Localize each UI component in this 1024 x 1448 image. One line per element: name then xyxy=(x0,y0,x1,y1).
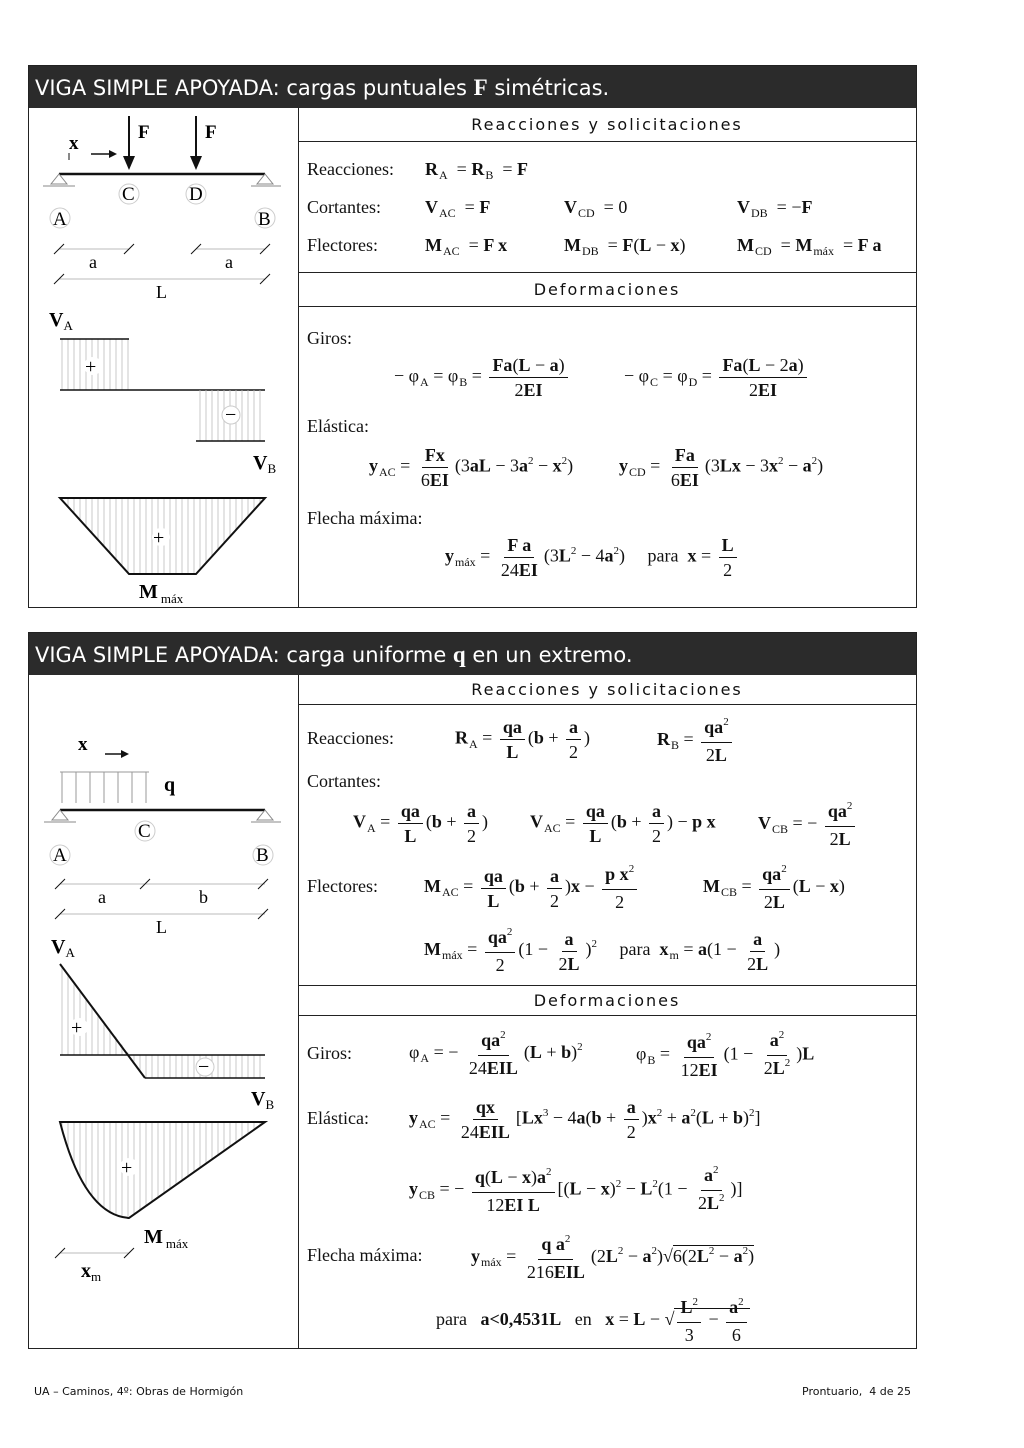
elastic-yCD: $y_{CD}$ = $\frac{Fa}{6EI}$ $(3Lx - 3x^2 - a^2)$ xyxy=(619,445,824,490)
shear-VAC: $V_{AC}$ = $\frac{qa}{L}$ (b + $\frac{a}{2}$ ) − p x xyxy=(530,801,716,846)
elastic-label: Elástica: xyxy=(307,416,369,436)
moment-max-label: M $_{máx}$ xyxy=(144,1226,189,1251)
deformations-header: Deformaciones xyxy=(298,986,916,1016)
moment-MAC: $M_{AC} = F$ x xyxy=(425,235,508,258)
formulas-panel xyxy=(298,675,916,1348)
shear-VCD: $V_{CD} = 0$ xyxy=(564,197,628,220)
reactions-RB: $R_B$ = $\frac{qa^2}{2L}$ xyxy=(657,715,735,767)
beam-diagram-panel xyxy=(29,108,299,607)
shear-plus: + xyxy=(71,1017,83,1039)
moment-Mmax: $M_{máx}$ = $\frac{qa^2}{2}$ (1 − $\frac{a}{2L}$ )$^2$ para $x_m = a(1$ − $\frac{a}{2L}$ ) xyxy=(424,926,781,975)
rotations-formula-1: − $\varphi_A = \varphi_B$ = $\frac{Fa(L - a)}{2EI}$ xyxy=(394,353,571,402)
support-B: B xyxy=(258,209,271,230)
moment-plus: + xyxy=(153,527,165,549)
q-label: q xyxy=(164,774,176,796)
elastic-yAC: $y_{AC}$ = $\frac{qx}{\text{24EIL}}$ [$Lx^3 - 4a(b$ + $\frac{a}{2}$ )$x^2 + a^2(L + b)^2$] xyxy=(409,1097,761,1142)
point-C: C xyxy=(138,821,151,842)
point-D: D xyxy=(189,184,203,205)
dim-b: b xyxy=(199,887,208,907)
x-label: x xyxy=(69,133,79,154)
reactions-formula: $R_A = R_B = F$ xyxy=(425,159,528,182)
max-deflection-formula: $y_{máx}$ = $\frac{\text{F a}}{24EI}$ $(3L^2 - 4a^2)$ para x = $\frac{L}{2}$ xyxy=(445,533,740,582)
moment-label: Flectores: xyxy=(307,235,378,255)
shear-minus: − xyxy=(198,1056,210,1078)
moment-MAC: $M_{AC}$ = $\frac{qa}{L}$ (b + $\frac{a}{2}$ )x − $\frac{p x^2}{2}$ xyxy=(424,862,640,914)
shear-VA-label: $V_A$ xyxy=(49,309,73,333)
section-title: VIGA SIMPLE APOYADA: cargas puntuales F simétricas. xyxy=(29,66,916,108)
reactions-label: Reacciones: xyxy=(307,728,394,748)
elastic-yCB: $y_{CB}$ = − $\frac{q(L - x)a^2}{\text{12EI L}}$ [$(L - x)^2 - L^2(1$ − $\frac{a^2}{2L^2}$ )] xyxy=(409,1164,743,1215)
reactions-header: Reacciones y solicitaciones xyxy=(298,675,916,705)
beam-diagram xyxy=(29,108,298,607)
rotations-phiA: $\varphi_A$ = − $\frac{qa^2}{\text{24EIL}}$ $(L + b)^2$ xyxy=(409,1029,583,1078)
rotations-phiB: $\varphi_B$ = $\frac{qa^2}{12EI}$ (1 − $\frac{a^2}{2L^2}$ )L xyxy=(636,1029,815,1080)
max-deflection-condition: para a<0,4531L en x = L − √ $\frac{L^2}{3}$ − $\frac{a^2}{6}$ xyxy=(436,1295,750,1347)
point-C: C xyxy=(122,184,135,205)
moment-label: Flectores: xyxy=(307,876,378,896)
footer-right: Prontuario, 4 de 25 xyxy=(802,1385,911,1398)
formulas-panel xyxy=(298,108,916,607)
section-title: VIGA SIMPLE APOYADA: carga uniforme q en un extremo. xyxy=(29,633,916,675)
support-A: A xyxy=(53,209,67,230)
dim-a-2: a xyxy=(225,252,233,272)
max-deflection-label: Flecha máxima: xyxy=(307,1245,423,1265)
support-B: B xyxy=(256,845,269,866)
rotations-label: Giros: xyxy=(307,328,352,348)
dim-a: a xyxy=(98,887,106,907)
section-uniform-load xyxy=(28,632,917,1349)
elastic-yAC: $y_{AC}$ = $\frac{Fx}{6EI}$ $(3aL - 3a^2 - x^2)$ xyxy=(369,445,574,490)
shear-VB-label: $V_B$ xyxy=(251,1088,275,1112)
xm-label: $x_m$ xyxy=(81,1260,102,1284)
support-A: A xyxy=(53,845,67,866)
moment-MDB: $M_{DB} = F(L - x)$ xyxy=(564,235,686,258)
reactions-label: Reacciones: xyxy=(307,159,394,179)
shear-VB-label: $V_B$ xyxy=(253,452,277,476)
dim-L: L xyxy=(156,282,167,302)
elastic-label: Elástica: xyxy=(307,1108,369,1128)
moment-MCB: $M_{CB}$ = $\frac{qa^2}{2L}$ (L − x) xyxy=(703,863,845,912)
shear-label: Cortantes: xyxy=(307,771,381,791)
section-point-loads xyxy=(28,65,917,608)
shear-VA: $V_A$ = $\frac{qa}{L}$ (b + $\frac{a}{2}$ ) xyxy=(353,801,489,846)
max-deflection-formula: $y_{máx}$ = $\frac{q a^2}{\text{216EIL}}$ $(2L^2 - a^2)√6(2L^2 - a^2)$ xyxy=(471,1233,755,1282)
dim-L: L xyxy=(156,917,167,937)
max-deflection-label: Flecha máxima: xyxy=(307,508,423,528)
deformations-header: Deformaciones xyxy=(298,273,916,307)
rotations-formula-2: − $\varphi_C = \varphi_D$ = $\frac{Fa(L - 2a)}{2EI}$ xyxy=(624,353,810,402)
force-label-2: F xyxy=(205,122,217,143)
shear-VCB: $V_{CB}$ = − $\frac{qa^2}{2L}$ xyxy=(758,799,858,851)
reactions-RA: $R_A$ = $\frac{qa}{L}$ (b + $\frac{a}{2}$ ) xyxy=(455,717,591,762)
beam-diagram-panel xyxy=(29,675,299,1348)
beam-diagram xyxy=(29,675,298,1348)
shear-minus: − xyxy=(225,404,237,426)
shear-VDB: $V_{DB} = -F$ xyxy=(737,197,813,220)
dim-a-1: a xyxy=(89,252,97,272)
force-label-1: F xyxy=(138,122,150,143)
shear-plus: + xyxy=(85,356,97,378)
shear-VA-label: $V_A$ xyxy=(51,936,75,960)
shear-VAC: $V_{AC} = F$ xyxy=(425,197,491,220)
x-label: x xyxy=(78,734,88,755)
shear-label: Cortantes: xyxy=(307,197,381,217)
moment-MCD: $M_{CD} = M_{máx} = F$ a xyxy=(737,235,882,258)
moment-max-label: M $_{máx}$ xyxy=(139,581,184,606)
moment-plus: + xyxy=(121,1157,133,1179)
rotations-label: Giros: xyxy=(307,1043,352,1063)
footer-left: UA – Caminos, 4º: Obras de Hormigón xyxy=(34,1385,244,1398)
reactions-header: Reacciones y solicitaciones xyxy=(298,108,916,142)
